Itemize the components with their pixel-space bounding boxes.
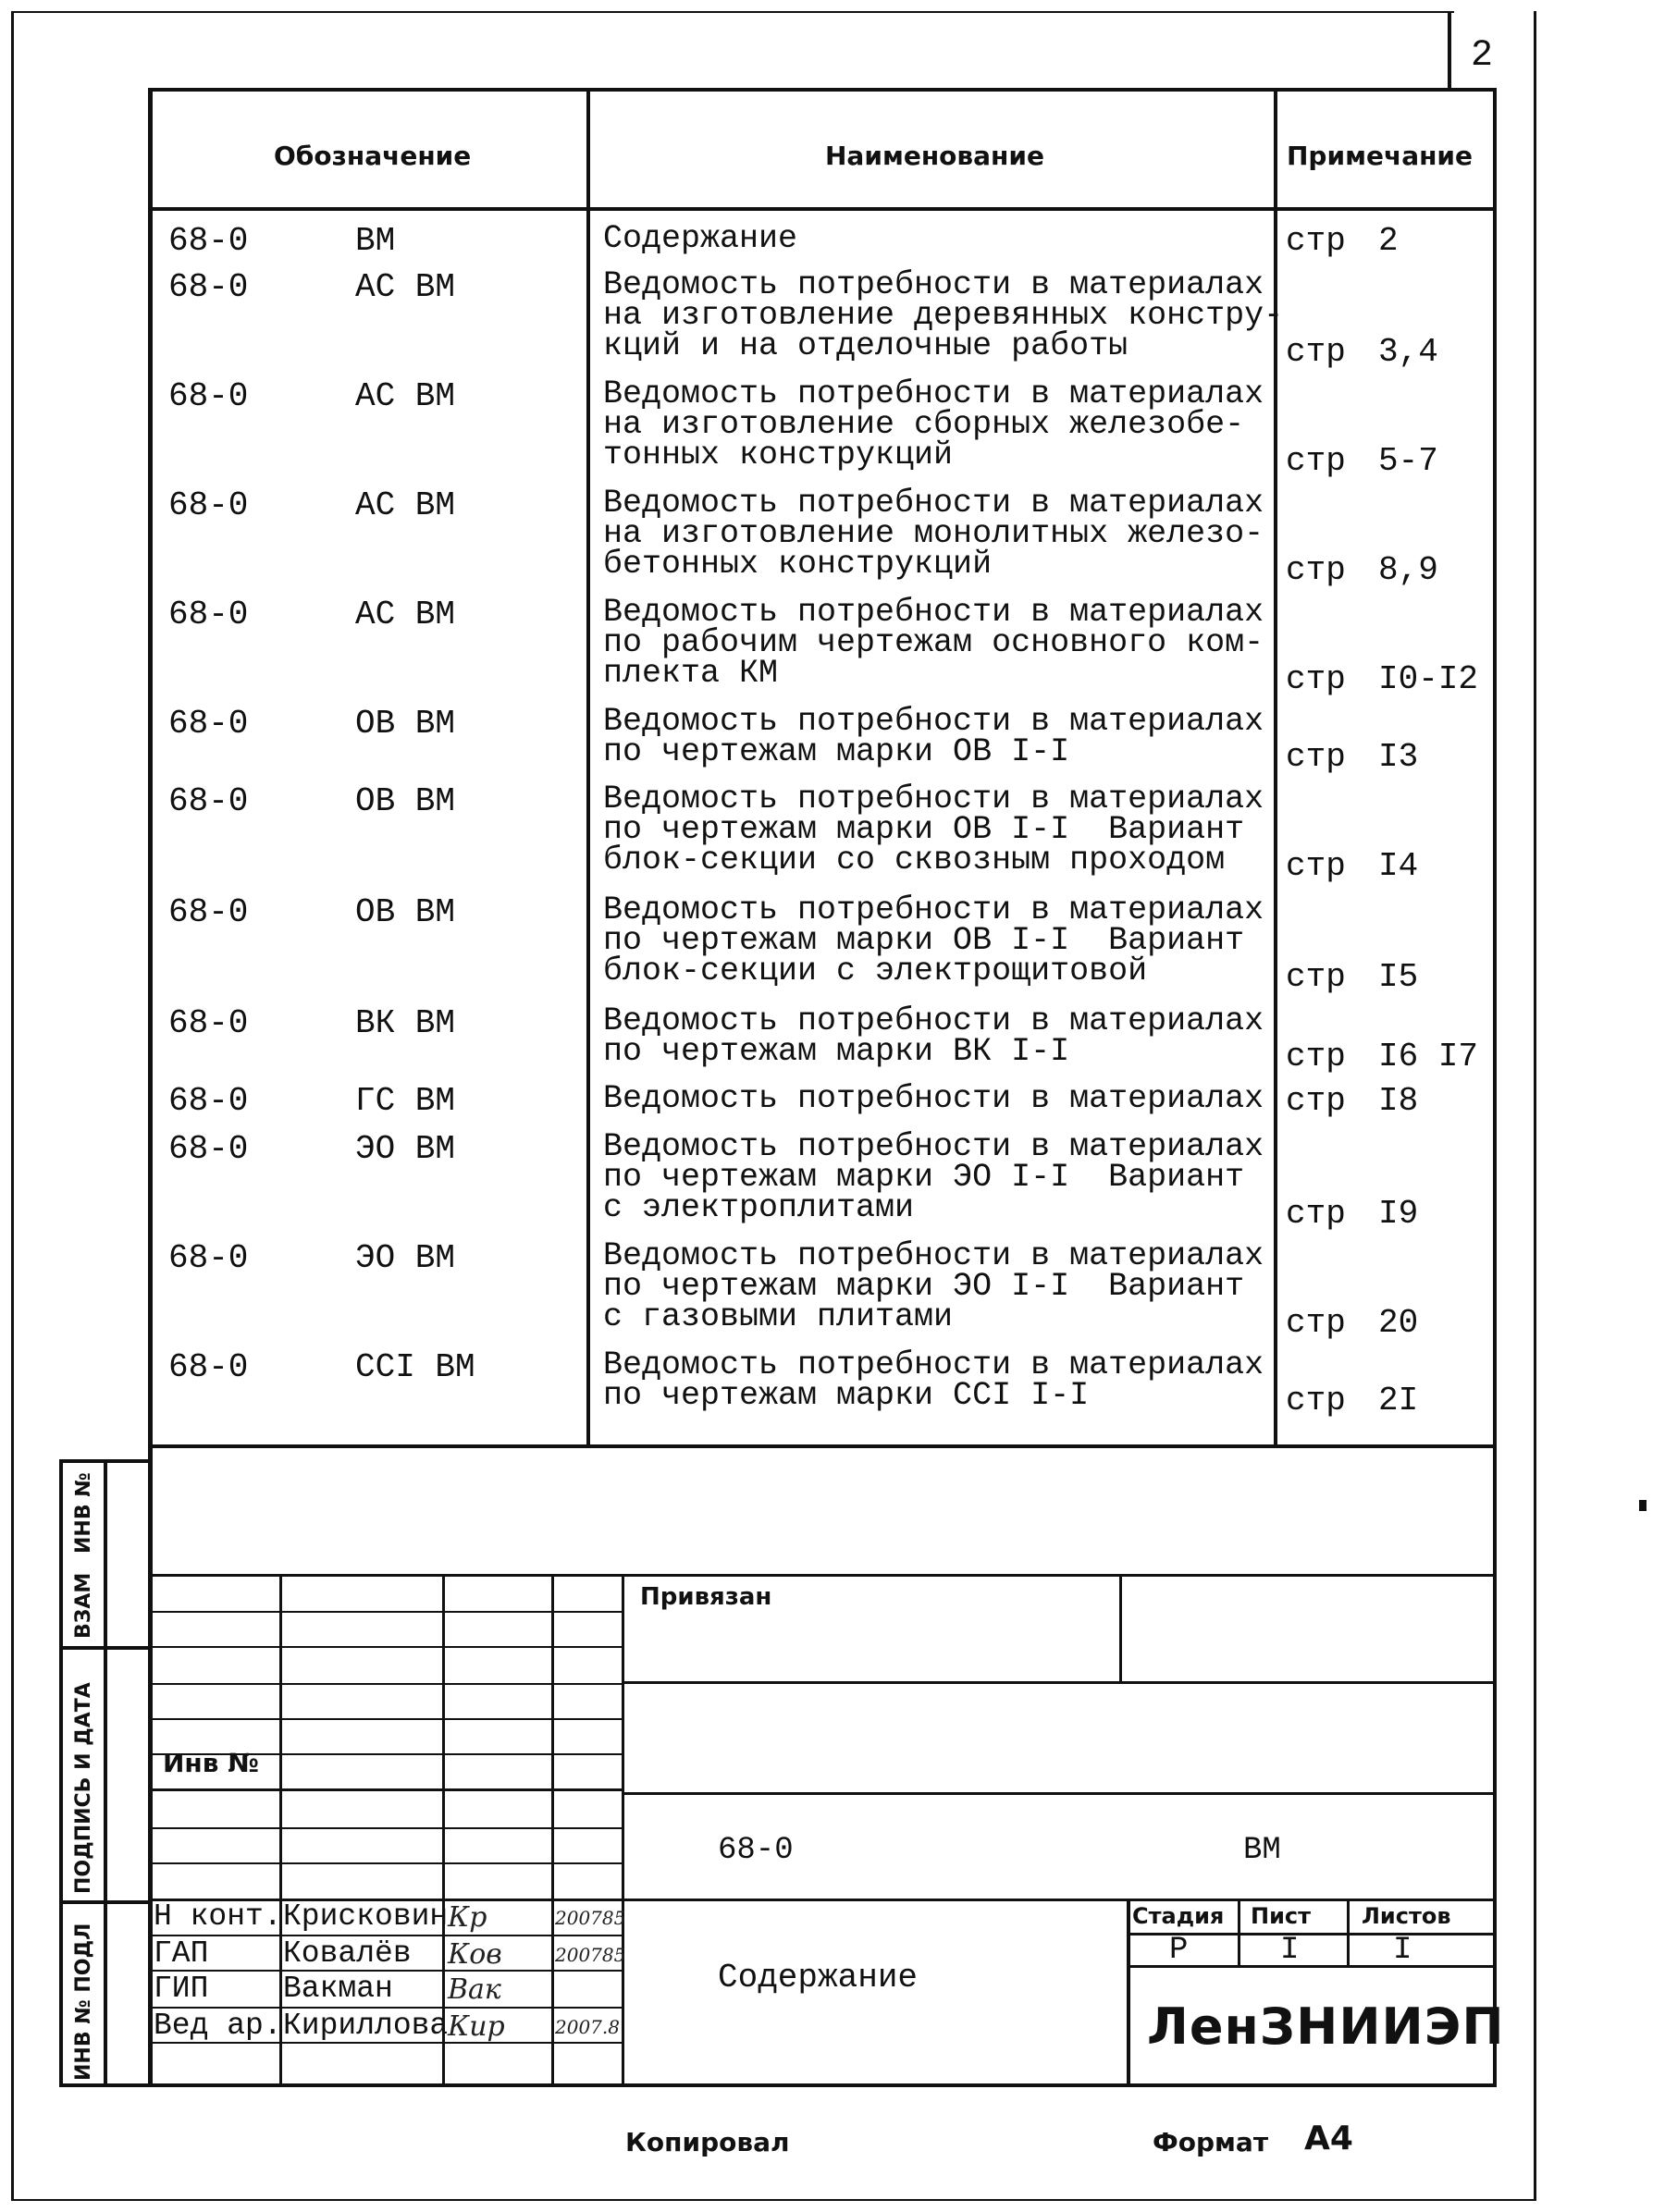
signer-name: Крисковин [283, 1899, 449, 1934]
tb-mid [622, 1792, 1497, 1795]
sheets-value: I [1393, 1933, 1412, 1968]
row-description: Ведомость потребности в материалах по чертежам марки ОВ I-I [603, 703, 1264, 770]
signer-signature: Вак [448, 1973, 501, 2006]
row-mark: ОВ ВМ [355, 705, 456, 743]
row-description: Ведомость потребности в материалах по чертежам марки ВК I-I [603, 1002, 1264, 1070]
tb-row-c [148, 1683, 623, 1685]
tb-priv-bottom [622, 1681, 1497, 1684]
row-page: I3 [1378, 738, 1419, 776]
format-value: А4 [1304, 2120, 1353, 2157]
signer-role: ГИП [154, 1972, 209, 2006]
frame-right [1493, 88, 1497, 2087]
margin-mark [1639, 1500, 1646, 1511]
col-divider-1 [586, 88, 590, 1447]
tb-row-h [148, 1862, 623, 1864]
row-mark: АС ВМ [355, 596, 456, 633]
header-designation: Обозначение [274, 141, 472, 171]
signer-date: 200785 [555, 1944, 626, 1966]
row-mark: ОВ ВМ [355, 893, 456, 931]
row-code: 68-0 [168, 1130, 249, 1168]
row-page-label: стр [1286, 1304, 1346, 1342]
stage-value: Р [1169, 1933, 1189, 1968]
sheet-border-left [11, 11, 14, 2201]
sheet-border-top [11, 11, 1454, 13]
row-code: 68-0 [168, 1239, 249, 1277]
tb-row-b [148, 1646, 623, 1648]
stage-label: Стадия [1132, 1903, 1225, 1929]
row-page: 8,9 [1378, 551, 1438, 589]
sheet-value: I [1280, 1933, 1300, 1968]
row-description: Ведомость потребности в материалах [603, 1080, 1264, 1117]
tb-v4 [622, 1574, 624, 2087]
sheets-label: Листов [1362, 1903, 1451, 1929]
row-mark: АС ВМ [355, 268, 456, 306]
row-code: 68-0 [168, 705, 249, 743]
row-code: 68-0 [168, 893, 249, 931]
row-page-label: стр [1286, 1038, 1346, 1075]
row-page: I0-I2 [1378, 660, 1479, 698]
row-page: I9 [1378, 1195, 1419, 1233]
frame-top [148, 88, 1497, 92]
stamp-top [59, 1459, 150, 1463]
tb-row-a [148, 1611, 623, 1613]
row-mark: АС ВМ [355, 486, 456, 524]
row-description: Ведомость потребности в материалах по рабочим чертежам основного ком- плекта КМ [603, 594, 1264, 692]
row-code: 68-0 [168, 1082, 249, 1120]
tb-row-d [148, 1718, 623, 1720]
row-code: 68-0 [168, 596, 249, 633]
frame-bottom [148, 2083, 1497, 2087]
tb-row-f [148, 1788, 623, 1791]
side-podpis: ПОДПИСЬ И ДАТА [72, 1682, 95, 1894]
row-mark: ОВ ВМ [355, 782, 456, 820]
tb-row-g [148, 1827, 623, 1829]
row-code: 68-0 [168, 486, 249, 524]
row-page-label: стр [1286, 958, 1346, 996]
row-page-label: стр [1286, 1195, 1346, 1233]
row-page-label: стр [1286, 847, 1346, 885]
row-page-label: стр [1286, 222, 1346, 260]
row-mark: ССI ВМ [355, 1348, 475, 1386]
row-mark: ВК ВМ [355, 1004, 456, 1042]
sheet-border-bottom [11, 2199, 1536, 2201]
row-description: Содержание [603, 220, 798, 257]
side-vzam: ВЗАМ [72, 1572, 95, 1639]
header-divider [148, 207, 1497, 211]
stamp-bottom [59, 2083, 150, 2087]
row-page: 2 [1378, 222, 1399, 260]
row-page: I8 [1378, 1082, 1419, 1120]
signer-role: Вед ар. [154, 2009, 282, 2043]
row-description: Ведомость потребности в материалах по чертежам марки ССI I-I [603, 1346, 1264, 1414]
sheet-number: 2 [1471, 35, 1494, 77]
row-page-label: стр [1286, 442, 1346, 480]
doc-title: Содержание [718, 1959, 919, 1997]
row-description: Ведомость потребности в материалах по чертежам марки ЭО I-I Вариант с электроплитами [603, 1128, 1264, 1226]
row-page: 20 [1378, 1304, 1419, 1342]
signer-signature: Ков [448, 1938, 502, 1971]
signer-role: Н конт. [154, 1899, 282, 1934]
doc-mark: ВМ [1243, 1833, 1281, 1868]
row-page-label: стр [1286, 738, 1346, 776]
row-page-label: стр [1286, 551, 1346, 589]
row-description: Ведомость потребности в материалах по чертежам марки ЭО I-I Вариант с газовыми плитами [603, 1237, 1264, 1335]
row-page-label: стр [1286, 660, 1346, 698]
signer-date: 2007.8 [555, 2016, 620, 2038]
tb-v-priv [1119, 1574, 1122, 1683]
signer-role: ГАП [154, 1936, 209, 1971]
organization: ЛенЗНИИЭП [1147, 1997, 1505, 2056]
header-name: Наименование [825, 141, 1044, 171]
row-code: 68-0 [168, 782, 249, 820]
row-mark: ЭО ВМ [355, 1239, 456, 1277]
signer-date: 200785 [555, 1907, 626, 1929]
row-description: Ведомость потребности в материалах на изготовление деревянных констру- кций и на отделочные работы [603, 266, 1284, 364]
row-code: 68-0 [168, 268, 249, 306]
side-inv-podl: ИНВ № ПОДЛ [72, 1923, 95, 2081]
sheet-border-right-outer [1534, 11, 1536, 2201]
row-mark: ЭО ВМ [355, 1130, 456, 1168]
tb-v3 [551, 1574, 554, 2087]
row-mark: АС ВМ [355, 377, 456, 415]
stamp-div-2 [59, 1900, 150, 1904]
stamp-div-1 [59, 1646, 150, 1650]
tb-stage-left [1127, 1899, 1130, 2087]
sheet-label: Пист [1251, 1903, 1312, 1929]
row-page: 5-7 [1378, 442, 1438, 480]
format-label: Формат [1153, 2127, 1269, 2157]
row-code: 68-0 [168, 377, 249, 415]
row-page: I4 [1378, 847, 1419, 885]
signer-name: Кириллова [283, 2009, 449, 2043]
stamp-inner-left [104, 1459, 107, 2087]
tb-top [148, 1574, 1497, 1577]
row-page: 2I [1378, 1382, 1419, 1419]
row-mark: ГС ВМ [355, 1082, 456, 1120]
doc-code: 68-0 [718, 1833, 794, 1868]
row-page-label: стр [1286, 1382, 1346, 1419]
row-code: 68-0 [168, 1348, 249, 1386]
row-page-label: стр [1286, 1082, 1346, 1120]
row-page: I6 I7 [1378, 1038, 1479, 1075]
row-description: Ведомость потребности в материалах на изготовление сборных железобе- тонных конструкций [603, 375, 1264, 473]
row-page: 3,4 [1378, 333, 1438, 371]
row-code: 68-0 [168, 222, 249, 260]
frame-left [148, 88, 153, 2087]
signer-signature: Кр [448, 1901, 487, 1934]
signer-name: Ковалёв [283, 1936, 412, 1971]
row-description: Ведомость потребности в материалах на изготовление монолитных железо- бетонных конструкций [603, 485, 1264, 583]
side-inv-no: ИНВ № [72, 1472, 95, 1554]
row-page: I5 [1378, 958, 1419, 996]
inv-no-label: Инв № [163, 1748, 259, 1778]
row-description: Ведомость потребности в материалах по чертежам марки ОВ I-I Вариант блок-секции со сквозным проходом [603, 780, 1264, 879]
signer-signature: Кир [448, 2010, 505, 2043]
tb-stage-v2 [1347, 1899, 1350, 1967]
signer-name: Вакман [283, 1972, 393, 2006]
tb-code-bottom [622, 1899, 1497, 1901]
privyazan-label: Привязан [640, 1583, 772, 1611]
sheet-number-box-left [1448, 13, 1451, 92]
row-page-label: стр [1286, 333, 1346, 371]
row-code: 68-0 [168, 1004, 249, 1042]
header-note: Примечание [1287, 141, 1474, 171]
tb-stage-v1 [1238, 1899, 1240, 1967]
row-mark: ВМ [355, 222, 396, 260]
copied-label: Копировал [625, 2127, 790, 2157]
table-bottom [148, 1444, 1497, 1448]
stamp-outer-left [59, 1459, 63, 2087]
row-description: Ведомость потребности в материалах по чертежам марки ОВ I-I Вариант блок-секции с электрощитовой [603, 891, 1264, 989]
